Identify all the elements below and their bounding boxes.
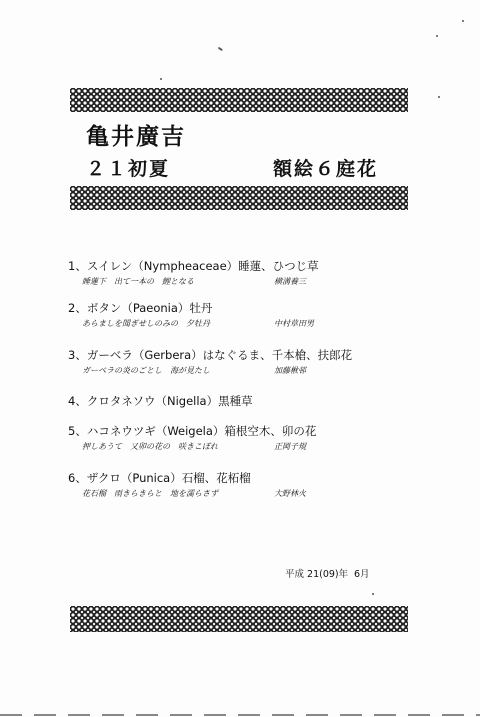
haiku-line — [82, 363, 352, 377]
haiku-text: 押しあうて 又卯の花の 咲きこぼれ — [82, 442, 218, 451]
subject-title: 額絵６庭花 — [273, 158, 379, 180]
item-title: 4、クロタネソウ（Nigella）黒種草 — [68, 394, 253, 408]
decorative-band-bottom — [70, 606, 408, 632]
haiku-poet: 正岡子規 — [274, 442, 306, 451]
decorative-band-top — [70, 88, 408, 112]
item-title: 5、ハコネウツギ（Weigela）箱根空木、卯の花 — [68, 424, 317, 438]
scan-speck — [436, 35, 438, 37]
haiku-poet: 中村草田男 — [274, 319, 314, 328]
haiku-line — [82, 439, 316, 453]
item-title: 3、ガーベラ（Gerbera）はなぐるま、千本槍、扶郎花 — [68, 348, 353, 362]
scan-speck — [160, 78, 162, 80]
list-item — [68, 348, 352, 377]
scan-speck — [438, 96, 440, 98]
season-title: ２１初夏 — [86, 158, 171, 180]
scan-speck — [218, 47, 223, 51]
decorative-band-middle — [70, 186, 408, 210]
list-item — [68, 394, 253, 409]
list-item — [68, 471, 306, 500]
scan-speck — [462, 20, 464, 22]
haiku-text: 睡蓮下 出て一本の 鯉となる — [82, 277, 194, 286]
list-item — [68, 424, 316, 453]
haiku-text: あらましを聞ぎせしのみの 夕牡丹 — [82, 319, 210, 328]
item-title: 2、ボタン（Paeonia）牡丹 — [68, 301, 213, 315]
haiku-text: ガーベラの炎のごとし 海が見たし — [82, 366, 210, 375]
haiku-text: 花石榴 雨きらきらと 地を濡らさず — [82, 489, 218, 498]
haiku-poet: 横溝養三 — [274, 277, 306, 286]
list-item — [68, 259, 319, 288]
scan-edge-line — [0, 714, 480, 716]
haiku-line — [82, 316, 314, 330]
scan-speck — [372, 593, 374, 595]
haiku-poet: 大野林火 — [274, 489, 306, 498]
list-item — [68, 301, 314, 330]
haiku-line — [82, 274, 319, 288]
item-title: 1、スイレン（Nympheaceae）睡蓮、ひつじ草 — [68, 259, 319, 273]
haiku-line — [82, 486, 306, 500]
date-month: 6月 — [354, 569, 370, 580]
item-title: 6、ザクロ（Punica）石榴、花柘榴 — [68, 471, 251, 485]
date-era: 平成 21(09)年 — [285, 569, 349, 580]
haiku-poet: 加藤楸邨 — [274, 366, 306, 375]
author-name: 亀井廣吉 — [86, 124, 186, 150]
